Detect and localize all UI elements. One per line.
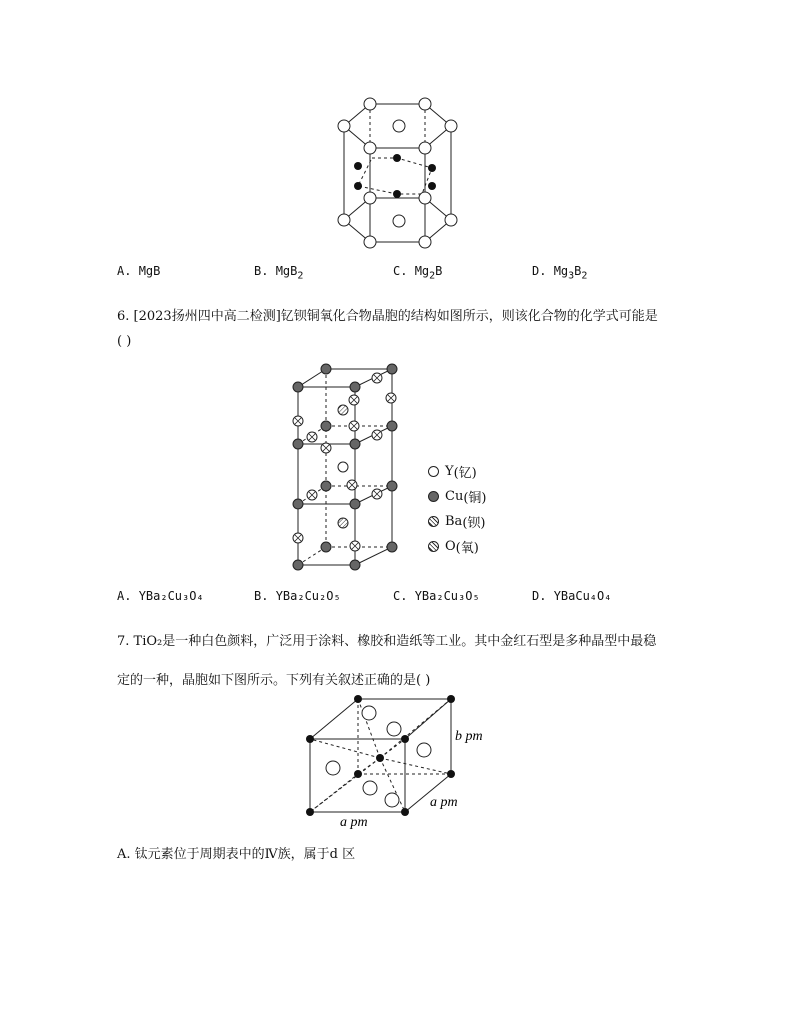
legend-item-y: Y (钇) xyxy=(428,459,508,484)
q7-stem-line2: 定的一种，晶胞如下图所示。下列有关叙述正确的是( ) xyxy=(117,673,431,688)
q5-option-d: D. $Mg_3B_2$ xyxy=(532,264,588,282)
q5-option-a: A. MgB xyxy=(117,264,161,278)
legend xyxy=(428,459,508,559)
q6-option-d: D. YBaCu₄O₄ xyxy=(532,589,612,603)
q6-option-a: A. YBa₂Cu₃O₄ xyxy=(117,589,204,603)
label-a-pm-bottom: a pm xyxy=(340,815,368,830)
label-a-pm-right: a pm xyxy=(430,795,458,810)
q7-stem-line1: 7. TiO₂是一种白色颜料，广泛用于涂料、橡胶和造纸等工业。其中金红石型是多种晶型中最稳 xyxy=(117,634,657,649)
legend-ba-icon xyxy=(428,516,439,527)
q6-answer-paren: ( ) xyxy=(117,334,132,349)
legend-y-icon xyxy=(428,466,439,477)
ybco-cell-figure xyxy=(290,360,410,575)
legend-cu-icon xyxy=(428,491,439,502)
legend-o-icon xyxy=(428,541,439,552)
legend-item-o: O (氧) xyxy=(428,534,508,559)
label-b-pm: b pm xyxy=(455,729,483,744)
rutile-cell-figure xyxy=(300,690,500,830)
legend-item-cu: Cu (铜) xyxy=(428,484,508,509)
q7-option-a: A. 钛元素位于周期表中的Ⅳ族，属于d 区 xyxy=(117,847,356,862)
q6-option-b: B. YBa₂Cu₂O₅ xyxy=(254,589,341,603)
hexagonal-prism-figure xyxy=(330,95,465,250)
q6-option-c: C. YBa₂Cu₃O₅ xyxy=(393,589,480,603)
q6-stem: 6. [2023扬州四中高二检测]钇钡铜氧化合物晶胞的结构如图所示，则该化合物的化学式可能是 xyxy=(117,309,658,324)
legend-item-ba: Ba (钡) xyxy=(428,509,508,534)
q5-option-c: C. $Mg_2B$ xyxy=(393,264,443,282)
q5-option-b: B. MgB$_2$ xyxy=(254,264,304,282)
